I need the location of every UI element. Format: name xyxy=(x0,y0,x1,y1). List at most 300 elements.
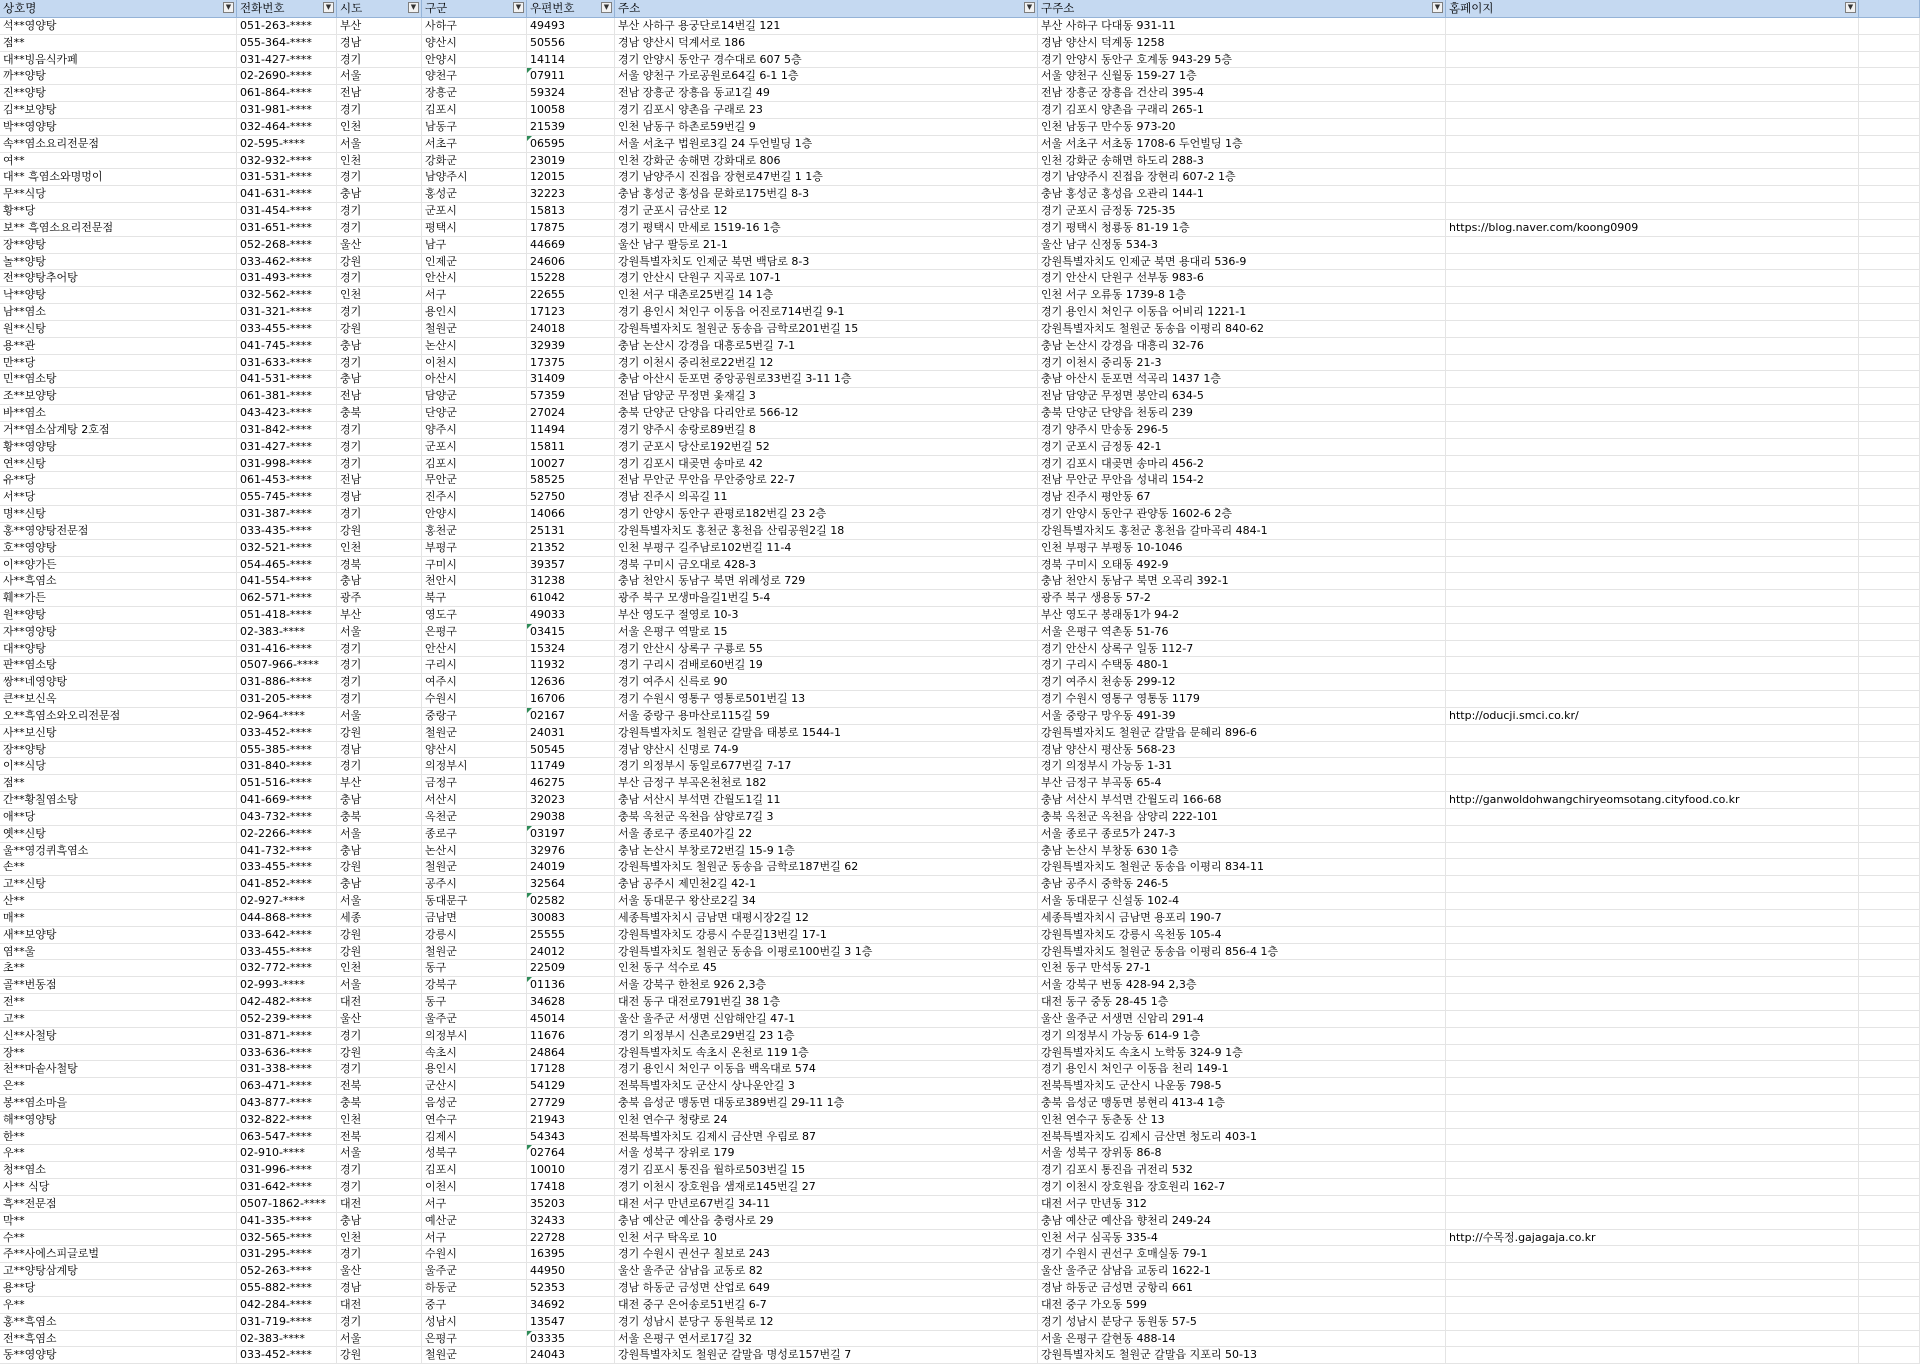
cell-province[interactable]: 강원 xyxy=(337,725,422,742)
cell-empty[interactable] xyxy=(1859,388,1920,405)
cell-homepage[interactable]: http://수목정.gajagaja.co.kr xyxy=(1446,1230,1859,1247)
cell-address[interactable]: 전남 장흥군 장흥읍 동교1길 49 xyxy=(615,85,1038,102)
cell-homepage[interactable] xyxy=(1446,1196,1859,1213)
cell-old-address[interactable]: 서울 종로구 종로5가 247-3 xyxy=(1038,826,1446,843)
cell-old-address[interactable]: 경기 남양주시 진접읍 장현리 607-2 1층 xyxy=(1038,169,1446,186)
cell-province[interactable]: 인천 xyxy=(337,153,422,170)
cell-district[interactable]: 중구 xyxy=(422,1297,527,1314)
cell-homepage[interactable] xyxy=(1446,1297,1859,1314)
cell-province[interactable]: 충남 xyxy=(337,843,422,860)
cell-empty[interactable] xyxy=(1859,355,1920,372)
cell-empty[interactable] xyxy=(1859,775,1920,792)
cell-zip[interactable]: 17123 xyxy=(527,304,615,321)
cell-zip[interactable]: 25131 xyxy=(527,523,615,540)
cell-province[interactable]: 충남 xyxy=(337,338,422,355)
cell-old-address[interactable]: 경남 진주시 평안동 67 xyxy=(1038,489,1446,506)
cell-phone[interactable]: 041-554-**** xyxy=(237,573,337,590)
cell-empty[interactable] xyxy=(1859,1196,1920,1213)
cell-zip[interactable]: 32939 xyxy=(527,338,615,355)
cell-name[interactable]: 황**영양탕 xyxy=(0,439,237,456)
cell-zip[interactable]: 34628 xyxy=(527,994,615,1011)
cell-district[interactable]: 남동구 xyxy=(422,119,527,136)
cell-empty[interactable] xyxy=(1859,1028,1920,1045)
cell-phone[interactable]: 052-263-**** xyxy=(237,1263,337,1280)
cell-old-address[interactable]: 경기 의정부시 가능동 614-9 1층 xyxy=(1038,1028,1446,1045)
cell-empty[interactable] xyxy=(1859,136,1920,153)
cell-district[interactable]: 양주시 xyxy=(422,422,527,439)
cell-province[interactable]: 경기 xyxy=(337,674,422,691)
cell-zip[interactable]: 39357 xyxy=(527,557,615,574)
cell-province[interactable]: 경기 xyxy=(337,1162,422,1179)
cell-zip[interactable]: 44950 xyxy=(527,1263,615,1280)
cell-zip[interactable]: 22728 xyxy=(527,1230,615,1247)
cell-address[interactable]: 광주 북구 모생마을길1번길 5-4 xyxy=(615,590,1038,607)
cell-phone[interactable]: 033-455-**** xyxy=(237,859,337,876)
cell-empty[interactable] xyxy=(1859,859,1920,876)
cell-homepage[interactable] xyxy=(1446,35,1859,52)
cell-empty[interactable] xyxy=(1859,405,1920,422)
cell-province[interactable]: 충북 xyxy=(337,405,422,422)
cell-zip[interactable]: 03197 xyxy=(527,826,615,843)
cell-address[interactable]: 울산 울주군 서생면 신암해안길 47-1 xyxy=(615,1011,1038,1028)
cell-homepage[interactable]: http://ganwoldohwangchiryeomsotang.cityfood.co.kr xyxy=(1446,792,1859,809)
cell-name[interactable]: 골**번동점 xyxy=(0,977,237,994)
cell-address[interactable]: 대전 서구 만년로67번길 34-11 xyxy=(615,1196,1038,1213)
cell-old-address[interactable]: 경기 안산시 상록구 일동 112-7 xyxy=(1038,641,1446,658)
cell-district[interactable]: 은평구 xyxy=(422,624,527,641)
cell-address[interactable]: 경기 용인시 처인구 이동읍 백옥대로 574 xyxy=(615,1061,1038,1078)
cell-name[interactable]: 사**보신탕 xyxy=(0,725,237,742)
cell-address[interactable]: 서울 은평구 연서로17길 32 xyxy=(615,1331,1038,1348)
cell-homepage[interactable] xyxy=(1446,119,1859,136)
cell-province[interactable]: 서울 xyxy=(337,68,422,85)
cell-zip[interactable]: 58525 xyxy=(527,472,615,489)
cell-province[interactable]: 충남 xyxy=(337,186,422,203)
cell-empty[interactable] xyxy=(1859,742,1920,759)
cell-zip[interactable]: 17375 xyxy=(527,355,615,372)
cell-homepage[interactable] xyxy=(1446,1061,1859,1078)
cell-district[interactable]: 철원군 xyxy=(422,944,527,961)
cell-district[interactable]: 철원군 xyxy=(422,725,527,742)
cell-homepage[interactable] xyxy=(1446,1213,1859,1230)
cell-old-address[interactable]: 강원특별자치도 인제군 북면 용대리 536-9 xyxy=(1038,254,1446,271)
cell-empty[interactable] xyxy=(1859,1129,1920,1146)
cell-district[interactable]: 강화군 xyxy=(422,153,527,170)
cell-address[interactable]: 전북특별자치도 김제시 금산면 우림로 87 xyxy=(615,1129,1038,1146)
cell-district[interactable]: 이천시 xyxy=(422,1179,527,1196)
cell-name[interactable]: 이**양가든 xyxy=(0,557,237,574)
cell-old-address[interactable]: 경기 안양시 동안구 관양동 1602-6 2층 xyxy=(1038,506,1446,523)
cell-old-address[interactable]: 울산 울주군 삼남읍 교동리 1622-1 xyxy=(1038,1263,1446,1280)
cell-name[interactable]: 호**영양탕 xyxy=(0,540,237,557)
col-header-homepage[interactable] xyxy=(1446,0,1859,17)
cell-district[interactable]: 수원시 xyxy=(422,1246,527,1263)
cell-phone[interactable]: 031-633-**** xyxy=(237,355,337,372)
cell-address[interactable]: 인천 남동구 하촌로59번길 9 xyxy=(615,119,1038,136)
cell-homepage[interactable] xyxy=(1446,371,1859,388)
cell-homepage[interactable] xyxy=(1446,321,1859,338)
cell-province[interactable]: 강원 xyxy=(337,523,422,540)
cell-homepage[interactable] xyxy=(1446,18,1859,35)
cell-zip[interactable]: 57359 xyxy=(527,388,615,405)
cell-homepage[interactable] xyxy=(1446,1145,1859,1162)
cell-name[interactable]: 연**신탕 xyxy=(0,456,237,473)
cell-empty[interactable] xyxy=(1859,1297,1920,1314)
cell-address[interactable]: 인천 연수구 청량로 24 xyxy=(615,1112,1038,1129)
cell-name[interactable]: 명**신탕 xyxy=(0,506,237,523)
cell-address[interactable]: 경기 군포시 당산로192번길 52 xyxy=(615,439,1038,456)
cell-zip[interactable]: 35203 xyxy=(527,1196,615,1213)
cell-zip[interactable]: 49493 xyxy=(527,18,615,35)
cell-homepage[interactable] xyxy=(1446,1179,1859,1196)
cell-empty[interactable] xyxy=(1859,506,1920,523)
cell-name[interactable]: 신**사철탕 xyxy=(0,1028,237,1045)
cell-homepage[interactable] xyxy=(1446,590,1859,607)
cell-district[interactable]: 논산시 xyxy=(422,338,527,355)
cell-zip[interactable]: 03415 xyxy=(527,624,615,641)
cell-phone[interactable]: 032-772-**** xyxy=(237,960,337,977)
cell-district[interactable]: 철원군 xyxy=(422,321,527,338)
cell-zip[interactable]: 21539 xyxy=(527,119,615,136)
cell-province[interactable]: 충남 xyxy=(337,573,422,590)
cell-empty[interactable] xyxy=(1859,927,1920,944)
col-header-district[interactable] xyxy=(422,0,527,17)
cell-district[interactable]: 안산시 xyxy=(422,641,527,658)
cell-zip[interactable]: 21943 xyxy=(527,1112,615,1129)
cell-province[interactable]: 경기 xyxy=(337,52,422,69)
cell-old-address[interactable]: 인천 연수구 동춘동 산 13 xyxy=(1038,1112,1446,1129)
cell-zip[interactable]: 44669 xyxy=(527,237,615,254)
cell-name[interactable]: 박**영양탕 xyxy=(0,119,237,136)
cell-district[interactable]: 성북구 xyxy=(422,1145,527,1162)
cell-district[interactable]: 영도구 xyxy=(422,607,527,624)
cell-empty[interactable] xyxy=(1859,725,1920,742)
cell-province[interactable]: 경남 xyxy=(337,489,422,506)
cell-phone[interactable]: 02-927-**** xyxy=(237,893,337,910)
cell-name[interactable]: 장**양탕 xyxy=(0,237,237,254)
cell-homepage[interactable] xyxy=(1446,1331,1859,1348)
cell-name[interactable]: 훼**가든 xyxy=(0,590,237,607)
cell-old-address[interactable]: 경기 이천시 장호원읍 장호원리 162-7 xyxy=(1038,1179,1446,1196)
cell-old-address[interactable]: 대전 동구 중동 28-45 1층 xyxy=(1038,994,1446,1011)
cell-empty[interactable] xyxy=(1859,270,1920,287)
cell-province[interactable]: 서울 xyxy=(337,1331,422,1348)
cell-name[interactable]: 이**식당 xyxy=(0,758,237,775)
cell-phone[interactable]: 032-932-**** xyxy=(237,153,337,170)
cell-phone[interactable]: 052-239-**** xyxy=(237,1011,337,1028)
cell-zip[interactable]: 32223 xyxy=(527,186,615,203)
cell-old-address[interactable]: 경남 하동군 금성면 궁항리 661 xyxy=(1038,1280,1446,1297)
cell-phone[interactable]: 02-2266-**** xyxy=(237,826,337,843)
cell-phone[interactable]: 02-383-**** xyxy=(237,1331,337,1348)
cell-phone[interactable]: 031-998-**** xyxy=(237,456,337,473)
cell-province[interactable]: 전남 xyxy=(337,472,422,489)
cell-homepage[interactable] xyxy=(1446,1129,1859,1146)
cell-name[interactable]: 서**당 xyxy=(0,489,237,506)
cell-district[interactable]: 동대문구 xyxy=(422,893,527,910)
cell-name[interactable]: 수** xyxy=(0,1230,237,1247)
cell-address[interactable]: 강원특별자치도 속초시 온천로 119 1층 xyxy=(615,1045,1038,1062)
cell-homepage[interactable] xyxy=(1446,1028,1859,1045)
cell-address[interactable]: 강원특별자치도 강릉시 수문길13번길 17-1 xyxy=(615,927,1038,944)
cell-old-address[interactable]: 서울 양천구 신월동 159-27 1층 xyxy=(1038,68,1446,85)
cell-name[interactable]: 큰**보신옥 xyxy=(0,691,237,708)
col-header-province[interactable] xyxy=(337,0,422,17)
cell-old-address[interactable]: 전북특별자치도 군산시 나운동 798-5 xyxy=(1038,1078,1446,1095)
cell-phone[interactable]: 031-871-**** xyxy=(237,1028,337,1045)
cell-address[interactable]: 경기 안양시 동안구 경수대로 607 5층 xyxy=(615,52,1038,69)
cell-homepage[interactable] xyxy=(1446,287,1859,304)
cell-district[interactable]: 성남시 xyxy=(422,1314,527,1331)
cell-address[interactable]: 전북특별자치도 군산시 상나운안길 3 xyxy=(615,1078,1038,1095)
cell-homepage[interactable] xyxy=(1446,691,1859,708)
cell-homepage[interactable] xyxy=(1446,523,1859,540)
cell-homepage[interactable] xyxy=(1446,540,1859,557)
cell-homepage[interactable] xyxy=(1446,489,1859,506)
cell-homepage[interactable] xyxy=(1446,1280,1859,1297)
cell-name[interactable]: 자**영양탕 xyxy=(0,624,237,641)
filter-dropdown-icon[interactable]: ▼ xyxy=(1432,2,1443,13)
cell-empty[interactable] xyxy=(1859,657,1920,674)
cell-phone[interactable]: 031-886-**** xyxy=(237,674,337,691)
cell-phone[interactable]: 031-321-**** xyxy=(237,304,337,321)
cell-phone[interactable]: 031-493-**** xyxy=(237,270,337,287)
cell-old-address[interactable]: 전남 장흥군 장흥읍 건산리 395-4 xyxy=(1038,85,1446,102)
cell-phone[interactable]: 031-996-**** xyxy=(237,1162,337,1179)
cell-phone[interactable]: 033-455-**** xyxy=(237,944,337,961)
cell-empty[interactable] xyxy=(1859,809,1920,826)
col-header-address[interactable] xyxy=(615,0,1038,17)
cell-phone[interactable]: 055-385-**** xyxy=(237,742,337,759)
cell-old-address[interactable]: 경기 군포시 금정동 42-1 xyxy=(1038,439,1446,456)
cell-phone[interactable]: 055-745-**** xyxy=(237,489,337,506)
cell-district[interactable]: 양산시 xyxy=(422,35,527,52)
cell-district[interactable]: 강릉시 xyxy=(422,927,527,944)
cell-zip[interactable]: 32976 xyxy=(527,843,615,860)
cell-empty[interactable] xyxy=(1859,35,1920,52)
cell-address[interactable]: 경기 김포시 통진읍 월하로503번길 15 xyxy=(615,1162,1038,1179)
cell-homepage[interactable] xyxy=(1446,472,1859,489)
cell-district[interactable]: 동구 xyxy=(422,960,527,977)
cell-name[interactable]: 여** xyxy=(0,153,237,170)
cell-empty[interactable] xyxy=(1859,68,1920,85)
cell-province[interactable]: 인천 xyxy=(337,960,422,977)
cell-phone[interactable]: 063-471-**** xyxy=(237,1078,337,1095)
cell-old-address[interactable]: 경기 구리시 수택동 480-1 xyxy=(1038,657,1446,674)
cell-province[interactable]: 세종 xyxy=(337,910,422,927)
cell-zip[interactable]: 31409 xyxy=(527,371,615,388)
cell-phone[interactable]: 0507-966-**** xyxy=(237,657,337,674)
cell-empty[interactable] xyxy=(1859,1213,1920,1230)
cell-address[interactable]: 경기 이천시 장호원읍 샘재로145번길 27 xyxy=(615,1179,1038,1196)
cell-phone[interactable]: 032-565-**** xyxy=(237,1230,337,1247)
cell-district[interactable]: 금정구 xyxy=(422,775,527,792)
cell-empty[interactable] xyxy=(1859,1331,1920,1348)
cell-zip[interactable]: 12015 xyxy=(527,169,615,186)
cell-old-address[interactable]: 경기 의정부시 가능동 1-31 xyxy=(1038,758,1446,775)
cell-empty[interactable] xyxy=(1859,1230,1920,1247)
cell-address[interactable]: 대전 중구 은어송로51번길 6-7 xyxy=(615,1297,1038,1314)
cell-province[interactable]: 인천 xyxy=(337,1112,422,1129)
cell-zip[interactable]: 10058 xyxy=(527,102,615,119)
cell-homepage[interactable] xyxy=(1446,186,1859,203)
cell-name[interactable]: 김**보양탕 xyxy=(0,102,237,119)
cell-district[interactable]: 김제시 xyxy=(422,1129,527,1146)
cell-old-address[interactable]: 충남 서산시 부석면 간월도리 166-68 xyxy=(1038,792,1446,809)
cell-empty[interactable] xyxy=(1859,826,1920,843)
col-header-zip[interactable] xyxy=(527,0,615,17)
cell-homepage[interactable] xyxy=(1446,304,1859,321)
cell-zip[interactable]: 59324 xyxy=(527,85,615,102)
cell-district[interactable]: 안양시 xyxy=(422,506,527,523)
cell-name[interactable]: 거**염소삼계탕 2호점 xyxy=(0,422,237,439)
cell-phone[interactable]: 054-465-**** xyxy=(237,557,337,574)
cell-old-address[interactable]: 강원특별자치도 철원군 갈말읍 지포리 50-13 xyxy=(1038,1347,1446,1364)
cell-province[interactable]: 전남 xyxy=(337,388,422,405)
cell-address[interactable]: 충남 공주시 제민천2길 42-1 xyxy=(615,876,1038,893)
cell-homepage[interactable] xyxy=(1446,657,1859,674)
cell-address[interactable]: 충남 예산군 예산읍 충령사로 29 xyxy=(615,1213,1038,1230)
cell-name[interactable]: 옛**신탕 xyxy=(0,826,237,843)
cell-homepage[interactable] xyxy=(1446,843,1859,860)
cell-empty[interactable] xyxy=(1859,203,1920,220)
cell-homepage[interactable] xyxy=(1446,826,1859,843)
cell-address[interactable]: 전남 무안군 무안읍 무안중앙로 22-7 xyxy=(615,472,1038,489)
cell-address[interactable]: 강원특별자치도 인제군 북면 백담로 8-3 xyxy=(615,254,1038,271)
cell-province[interactable]: 전남 xyxy=(337,85,422,102)
cell-old-address[interactable]: 경기 용인시 처인구 이동읍 천리 149-1 xyxy=(1038,1061,1446,1078)
cell-phone[interactable]: 042-482-**** xyxy=(237,994,337,1011)
cell-phone[interactable]: 031-981-**** xyxy=(237,102,337,119)
cell-zip[interactable]: 22509 xyxy=(527,960,615,977)
cell-name[interactable]: 고** xyxy=(0,1011,237,1028)
cell-homepage[interactable] xyxy=(1446,607,1859,624)
cell-homepage[interactable] xyxy=(1446,456,1859,473)
cell-phone[interactable]: 031-719-**** xyxy=(237,1314,337,1331)
cell-empty[interactable] xyxy=(1859,338,1920,355)
cell-homepage[interactable] xyxy=(1446,742,1859,759)
cell-address[interactable]: 서울 동대문구 왕산로2길 34 xyxy=(615,893,1038,910)
cell-old-address[interactable]: 경기 김포시 통진읍 귀전리 532 xyxy=(1038,1162,1446,1179)
cell-homepage[interactable] xyxy=(1446,405,1859,422)
cell-old-address[interactable]: 충남 논산시 부창동 630 1층 xyxy=(1038,843,1446,860)
cell-province[interactable]: 대전 xyxy=(337,1297,422,1314)
cell-old-address[interactable]: 대전 서구 만년동 312 xyxy=(1038,1196,1446,1213)
cell-name[interactable]: 흑**전문점 xyxy=(0,1196,237,1213)
cell-empty[interactable] xyxy=(1859,1095,1920,1112)
cell-homepage[interactable] xyxy=(1446,1112,1859,1129)
cell-name[interactable]: 염**울 xyxy=(0,944,237,961)
cell-empty[interactable] xyxy=(1859,321,1920,338)
filter-dropdown-icon[interactable]: ▼ xyxy=(408,2,419,13)
cell-province[interactable]: 경기 xyxy=(337,220,422,237)
cell-empty[interactable] xyxy=(1859,1061,1920,1078)
cell-old-address[interactable]: 충남 공주시 중학동 246-5 xyxy=(1038,876,1446,893)
cell-address[interactable]: 경기 안산시 단원구 지곡로 107-1 xyxy=(615,270,1038,287)
cell-old-address[interactable]: 경기 김포시 대곶면 송마리 456-2 xyxy=(1038,456,1446,473)
cell-name[interactable]: 놀**양탕 xyxy=(0,254,237,271)
cell-empty[interactable] xyxy=(1859,472,1920,489)
cell-district[interactable]: 담양군 xyxy=(422,388,527,405)
cell-old-address[interactable]: 경기 수원시 영통구 영통동 1179 xyxy=(1038,691,1446,708)
cell-empty[interactable] xyxy=(1859,994,1920,1011)
cell-phone[interactable]: 043-732-**** xyxy=(237,809,337,826)
cell-empty[interactable] xyxy=(1859,1263,1920,1280)
cell-district[interactable]: 중랑구 xyxy=(422,708,527,725)
filter-dropdown-icon[interactable]: ▼ xyxy=(601,2,612,13)
cell-empty[interactable] xyxy=(1859,186,1920,203)
cell-empty[interactable] xyxy=(1859,708,1920,725)
cell-homepage[interactable] xyxy=(1446,1347,1859,1364)
cell-zip[interactable]: 07911 xyxy=(527,68,615,85)
cell-province[interactable]: 경기 xyxy=(337,758,422,775)
cell-province[interactable]: 경북 xyxy=(337,557,422,574)
cell-address[interactable]: 전남 담양군 무정면 옻재길 3 xyxy=(615,388,1038,405)
cell-phone[interactable]: 033-636-**** xyxy=(237,1045,337,1062)
cell-empty[interactable] xyxy=(1859,119,1920,136)
cell-old-address[interactable]: 경북 구미시 오태동 492-9 xyxy=(1038,557,1446,574)
cell-zip[interactable]: 61042 xyxy=(527,590,615,607)
cell-name[interactable]: 고**양탕삼계탕 xyxy=(0,1263,237,1280)
cell-empty[interactable] xyxy=(1859,1112,1920,1129)
cell-address[interactable]: 경기 구리시 검배로60번길 19 xyxy=(615,657,1038,674)
cell-empty[interactable] xyxy=(1859,287,1920,304)
cell-province[interactable]: 경기 xyxy=(337,439,422,456)
cell-homepage[interactable] xyxy=(1446,1078,1859,1095)
cell-district[interactable]: 홍성군 xyxy=(422,186,527,203)
cell-address[interactable]: 경기 수원시 영통구 영통로501번길 13 xyxy=(615,691,1038,708)
cell-address[interactable]: 부산 사하구 용궁단로14번길 121 xyxy=(615,18,1038,35)
cell-homepage[interactable] xyxy=(1446,944,1859,961)
cell-zip[interactable]: 10027 xyxy=(527,456,615,473)
cell-zip[interactable]: 24606 xyxy=(527,254,615,271)
cell-address[interactable]: 충남 천안시 동남구 북면 위례성로 729 xyxy=(615,573,1038,590)
cell-phone[interactable]: 031-416-**** xyxy=(237,641,337,658)
cell-address[interactable]: 강원특별자치도 홍천군 홍천읍 산림공원2길 18 xyxy=(615,523,1038,540)
cell-address[interactable]: 경기 안양시 동안구 관평로182번길 23 2층 xyxy=(615,506,1038,523)
cell-province[interactable]: 강원 xyxy=(337,1347,422,1364)
cell-zip[interactable]: 17875 xyxy=(527,220,615,237)
cell-zip[interactable]: 54129 xyxy=(527,1078,615,1095)
cell-zip[interactable]: 13547 xyxy=(527,1314,615,1331)
cell-district[interactable]: 의정부시 xyxy=(422,1028,527,1045)
cell-province[interactable]: 강원 xyxy=(337,254,422,271)
cell-address[interactable]: 경남 양산시 신명로 74-9 xyxy=(615,742,1038,759)
cell-province[interactable]: 울산 xyxy=(337,237,422,254)
cell-address[interactable]: 인천 서구 탁옥로 10 xyxy=(615,1230,1038,1247)
cell-phone[interactable]: 031-842-**** xyxy=(237,422,337,439)
cell-province[interactable]: 경기 xyxy=(337,1028,422,1045)
cell-province[interactable]: 경남 xyxy=(337,742,422,759)
cell-zip[interactable]: 50545 xyxy=(527,742,615,759)
cell-empty[interactable] xyxy=(1859,523,1920,540)
cell-province[interactable]: 인천 xyxy=(337,540,422,557)
cell-zip[interactable]: 52353 xyxy=(527,1280,615,1297)
cell-address[interactable]: 강원특별자치도 철원군 동송읍 이평로100번길 3 1층 xyxy=(615,944,1038,961)
cell-zip[interactable]: 11494 xyxy=(527,422,615,439)
cell-phone[interactable]: 063-547-**** xyxy=(237,1129,337,1146)
cell-district[interactable]: 서초구 xyxy=(422,136,527,153)
cell-district[interactable]: 울주군 xyxy=(422,1263,527,1280)
cell-address[interactable]: 경기 안산시 상록구 구룡로 55 xyxy=(615,641,1038,658)
cell-zip[interactable]: 11749 xyxy=(527,758,615,775)
cell-name[interactable]: 산** xyxy=(0,893,237,910)
cell-name[interactable]: 막** xyxy=(0,1213,237,1230)
cell-province[interactable]: 경기 xyxy=(337,203,422,220)
cell-zip[interactable]: 30083 xyxy=(527,910,615,927)
cell-province[interactable]: 충북 xyxy=(337,809,422,826)
cell-empty[interactable] xyxy=(1859,557,1920,574)
